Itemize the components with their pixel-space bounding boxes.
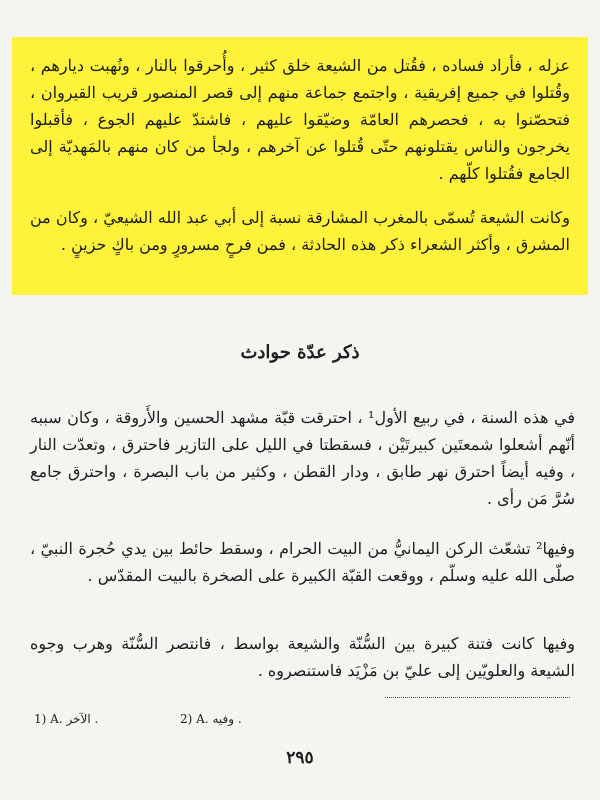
paragraph-2: وكانت الشيعة تُسمّى بالمغرب المشارقة نسبة إلى أبي عبد الله الشيعيّ ، وكان من المشرق ، وأكثر الشعراء ذكر هذه الحادثة ، فمن فرحٍ مسرورٍ ومن باكٍ حزينٍ . [30, 208, 570, 254]
footnote-divider [385, 697, 570, 698]
paragraph-1: عزله ، فأراد فساده ، فقُتل من الشيعة خلق كثير ، وأُحرقوا بالنار ، ونُهبت ديارهم ، وقُتلوا في جميع إفريقية ، واجتمع جماعة منهم إلى قصر المنصور قريب القيروان ، فتحصّنوا به ، فحصرهم العامّة وضيّقوا عليهم ، فاشتدّ عليهم الجوع ، فأقبلوا يخرجون والناس يقتلونهم حتّى قُتلوا عن آخرهم ، ولجأ من كان منهم بالمَهديّة إلى الجامع فقُتلوا كلّهم . [30, 56, 570, 183]
footnote-1: 1) A. الآخر . [34, 712, 99, 726]
page-number: ٢٩٥ [286, 748, 314, 768]
paragraph-3: في هذه السنة ، في ربيع الأول¹ ، احترقت قبّة مشهد الحسين والأَروقة ، وكان سببه أنّهم أشعلوا شمعتَين كبيرتَيْن ، فسقطتا في الليل على التازير فاحترق ، وتعدّت النار ، وفيه أيضاً احترق نهر طابق ، ودار القطن ، وكثير من باب البصرة ، واحترق جامع سُرَّ مَن رأى . [30, 408, 575, 508]
footnote-2: 2) A. وفيه . [180, 712, 242, 726]
paragraph-4: وفيها² تشعّث الركن اليمانيُّ من البيت الحرام ، وسقط حائط بين يدي حُجرة النبيّ ، صلّى الله عليه وسلّم ، ووقعت القبّة الكبيرة على الصخرة بالبيت المقدّس . [30, 539, 575, 585]
section-heading: ذكر عدّة حوادث [240, 342, 360, 363]
paragraph-5: وفيها كانت فتنة كبيرة بين السُّنّة والشيعة بواسط ، فانتصر السُّنّة وهرب وجوه الشيعة والعلويّين إلى عليّ بن مَزْيَد فاستنصروه . [30, 634, 575, 680]
